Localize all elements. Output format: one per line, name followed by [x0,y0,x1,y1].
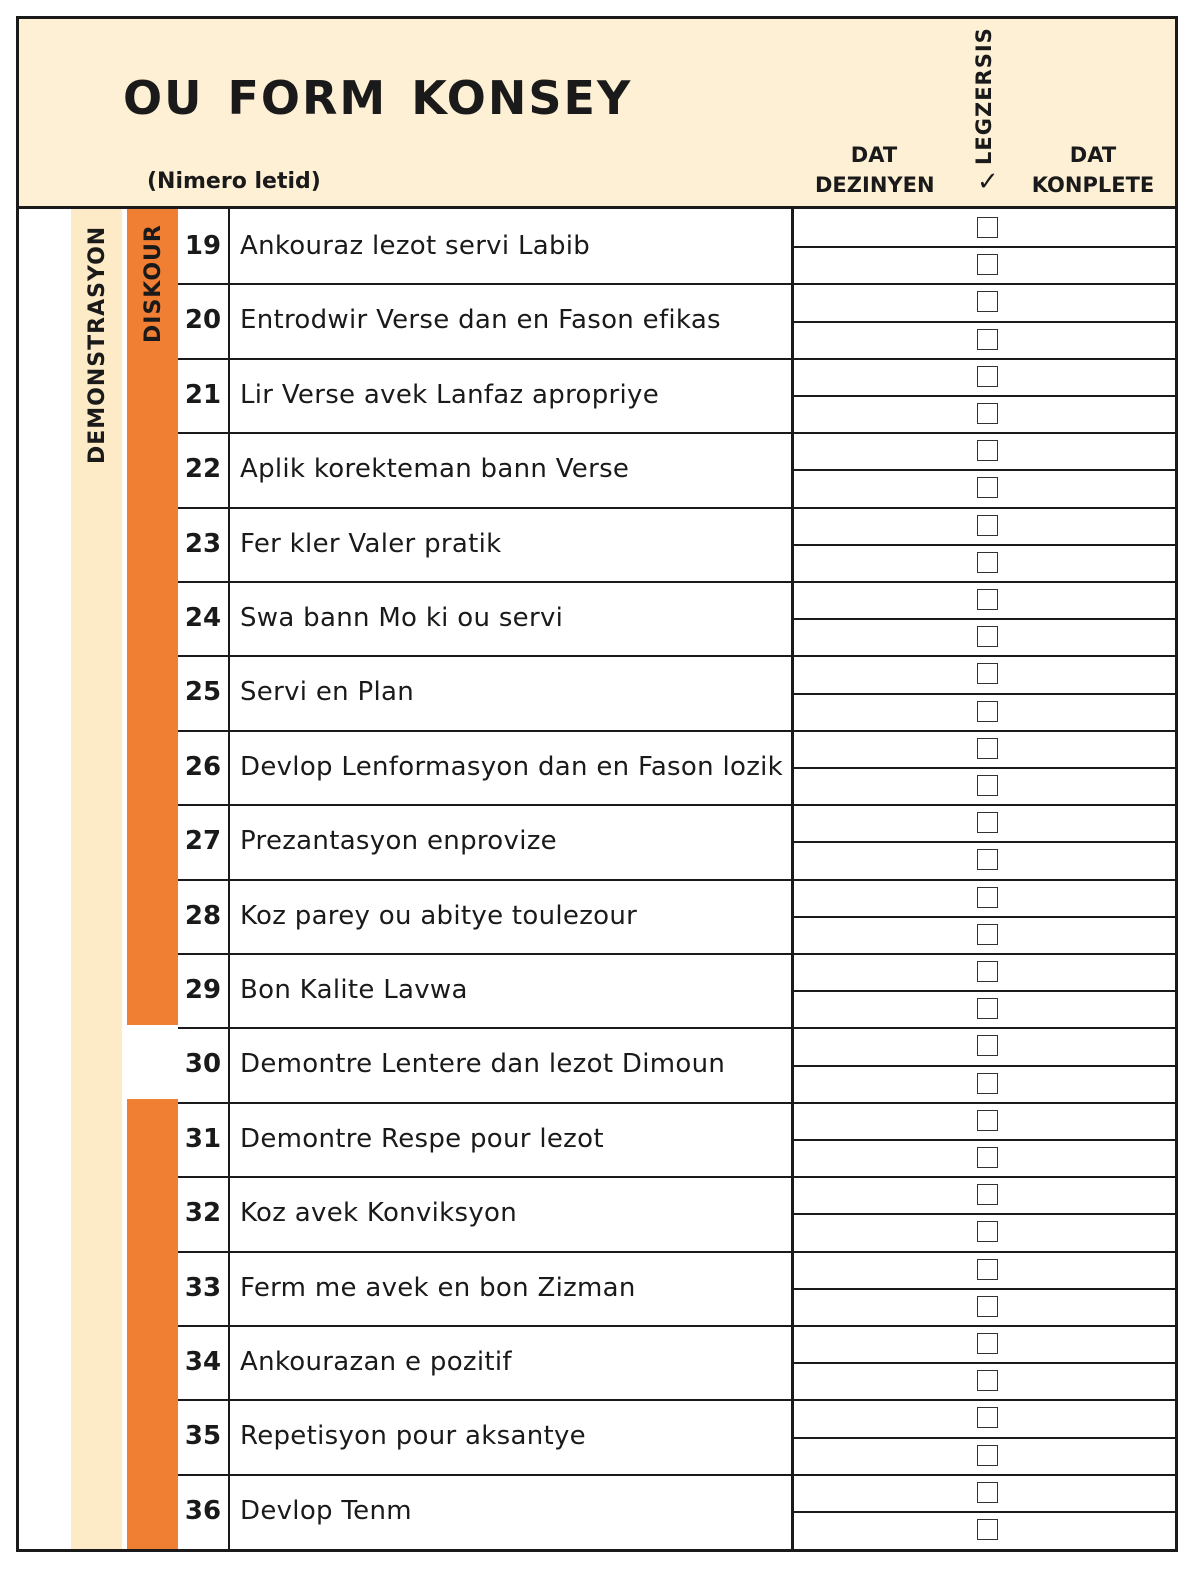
date-assigned-header: DAT DEZINYEN [815,143,935,197]
row-half-divider [792,841,1178,843]
row-half-divider [792,1139,1178,1141]
row-half-divider [792,618,1178,620]
row-half-divider [792,321,1178,323]
exercise-checkbox[interactable] [977,1110,998,1131]
lesson-number: 30 [184,1049,222,1080]
lesson-title: Prezantasyon enprovize [240,826,557,857]
lesson-title: Koz avek Konviksyon [240,1198,518,1229]
lesson-number: 27 [184,826,222,857]
lesson-title: Ankourazan e pozitif [240,1347,512,1377]
form-header [19,19,1175,209]
exercise-checkbox[interactable] [977,701,998,722]
exercise-checkbox[interactable] [977,1221,998,1242]
lesson-title: Servi en Plan [240,677,415,708]
row-half-divider [792,246,1178,248]
row-half-divider [792,1362,1178,1364]
lesson-title: Entrodwir Verse dan en Fason efikas [240,305,721,336]
row-half-divider [792,990,1178,992]
exercise-checkbox[interactable] [977,1333,998,1354]
form-title: OU FORM KONSEY [123,71,633,125]
exercise-checkbox[interactable] [977,924,998,945]
row-half-divider [792,1511,1178,1513]
exercise-checkbox[interactable] [977,1073,998,1094]
lesson-number: 28 [184,900,222,931]
lesson-number: 23 [184,528,222,559]
exercise-checkbox[interactable] [977,998,998,1019]
exercise-checkbox[interactable] [977,589,998,610]
exercise-checkbox[interactable] [977,217,998,238]
exercise-checkbox[interactable] [977,1519,998,1540]
exercise-checkbox[interactable] [977,626,998,647]
row-half-divider [792,469,1178,471]
exercise-checkbox[interactable] [977,738,998,759]
exercise-checkbox[interactable] [977,1407,998,1428]
lesson-number: 36 [184,1495,222,1526]
exercise-checkbox[interactable] [977,440,998,461]
lesson-title: Bon Kalite Lavwa [240,975,468,1005]
exercise-checkbox[interactable] [977,663,998,684]
row-half-divider [792,767,1178,769]
exercise-checkbox[interactable] [977,1147,998,1168]
exercise-checkbox[interactable] [977,403,998,424]
lesson-title: Demontre Respe pour lezot [240,1123,604,1154]
row-half-divider [792,395,1178,397]
demonstration-label: DEMONSTRASYON [85,225,110,464]
row-half-divider [792,1213,1178,1215]
lesson-number: 32 [184,1198,222,1229]
exercise-header: LEGZERSIS [972,27,996,165]
exercise-checkbox[interactable] [977,961,998,982]
lesson-title: Demontre Lentere dan lezot Dimoun [240,1049,726,1080]
row-half-divider [792,544,1178,546]
exercise-checkbox[interactable] [977,1370,998,1391]
form-subtitle: (Nimero letid) [147,169,321,194]
lesson-number: 29 [184,975,222,1005]
lesson-number: 20 [184,305,222,336]
exercise-checkbox[interactable] [977,291,998,312]
exercise-checkbox[interactable] [977,1296,998,1317]
row-half-divider [792,916,1178,918]
lesson-title: Devlop Lenformasyon dan en Fason lozik [240,751,784,782]
lesson-number: 33 [184,1272,222,1303]
exercise-checkbox[interactable] [977,254,998,275]
lesson-title: Fer kler Valer pratik [240,528,502,559]
talk-label: DISKOUR [141,224,166,343]
lesson-number: 25 [184,677,222,708]
exercise-checkbox[interactable] [977,515,998,536]
exercise-checkbox[interactable] [977,1482,998,1503]
lesson-number: 31 [184,1123,222,1154]
lesson-number: 22 [184,454,222,485]
exercise-checkbox[interactable] [977,366,998,387]
exercise-checkbox[interactable] [977,887,998,908]
row-half-divider [792,693,1178,695]
lesson-number: 24 [184,603,222,633]
exercise-checkbox[interactable] [977,552,998,573]
lesson-title: Devlop Tenm [240,1495,412,1526]
exercise-checkbox[interactable] [977,1445,998,1466]
lesson-title: Ferm me avek en bon Zizman [240,1272,636,1303]
counsel-form [16,16,1178,1552]
talk-band-lower [127,1099,178,1552]
exercise-checkbox[interactable] [977,1184,998,1205]
exercise-checkbox[interactable] [977,477,998,498]
lesson-title: Koz parey ou abitye toulezour [240,900,638,931]
exercise-checkbox[interactable] [977,849,998,870]
exercise-checkbox[interactable] [977,1035,998,1056]
check-mark-icon: ✓ [977,167,999,197]
lesson-title: Lir Verse avek Lanfaz apropriye [240,379,660,410]
lesson-number: 26 [184,751,222,782]
lesson-title: Repetisyon pour aksantye [240,1421,586,1452]
row-half-divider [792,1065,1178,1067]
lesson-title: Swa bann Mo ki ou servi [240,603,564,633]
exercise-checkbox[interactable] [977,329,998,350]
exercise-checkbox[interactable] [977,775,998,796]
row-half-divider [792,1437,1178,1439]
lesson-title: Aplik korekteman bann Verse [240,454,630,485]
date-completed-header: DAT KONPLETE [1031,143,1155,197]
exercise-checkbox[interactable] [977,1259,998,1280]
lesson-number: 34 [184,1347,222,1377]
lesson-number: 21 [184,379,222,410]
lesson-number: 19 [184,231,222,261]
row-half-divider [792,1288,1178,1290]
exercise-checkbox[interactable] [977,812,998,833]
lesson-title: Ankouraz lezot servi Labib [240,231,591,261]
lesson-number: 35 [184,1421,222,1452]
